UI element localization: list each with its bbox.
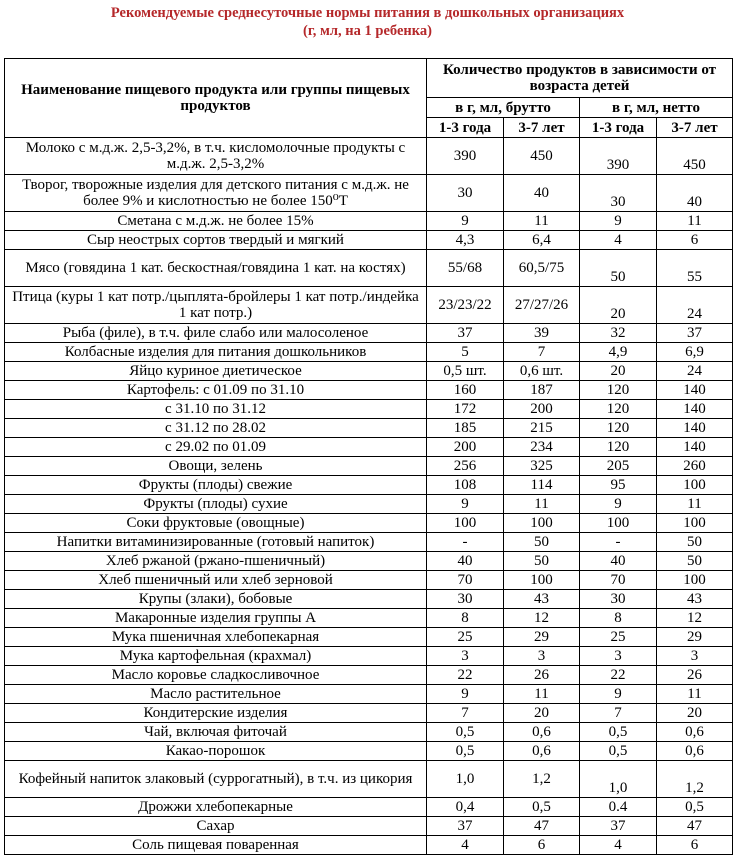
- table-row: [5, 628, 733, 647]
- netto-3-7-cell: 11: [657, 685, 733, 704]
- brutto-1-3-cell: 40: [427, 552, 504, 571]
- netto-1-3-cell: 50: [580, 250, 657, 287]
- header-brutto: в г, мл, брутто: [427, 98, 580, 118]
- product-name-cell: Молоко с м.д.ж. 2,5-3,2%, в т.ч. кисломолочные продукты с м.д.ж. 2,5-3,2%: [5, 138, 427, 175]
- netto-3-7-cell: 29: [657, 628, 733, 647]
- netto-1-3-cell: 22: [580, 666, 657, 685]
- product-name-cell: Масло коровье сладкосливочное: [5, 666, 427, 685]
- netto-1-3-cell: 32: [580, 324, 657, 343]
- netto-1-3-cell: 205: [580, 457, 657, 476]
- brutto-1-3-cell: 25: [427, 628, 504, 647]
- product-name-cell: Мука картофельная (крахмал): [5, 647, 427, 666]
- header-netto: в г, мл, нетто: [580, 98, 733, 118]
- netto-1-3-cell: 37: [580, 817, 657, 836]
- netto-3-7-cell: 43: [657, 590, 733, 609]
- product-name-cell: Кондитерские изделия: [5, 704, 427, 723]
- product-name-cell: Какао-порошок: [5, 742, 427, 761]
- product-name-cell: Сыр неострых сортов твердый и мягкий: [5, 231, 427, 250]
- netto-3-7-cell: 0,6: [657, 723, 733, 742]
- brutto-3-7-cell: 40: [504, 175, 580, 212]
- table-row: [5, 761, 733, 798]
- netto-1-3-cell: 40: [580, 552, 657, 571]
- table-row: [5, 362, 733, 381]
- netto-3-7-cell: 11: [657, 212, 733, 231]
- netto-1-3-cell: 30: [580, 175, 657, 212]
- brutto-3-7-cell: 0,6: [504, 723, 580, 742]
- table-row: [5, 175, 733, 212]
- table-row: [5, 250, 733, 287]
- brutto-1-3-cell: 256: [427, 457, 504, 476]
- product-name-cell: Колбасные изделия для питания дошкольников: [5, 343, 427, 362]
- netto-1-3-cell: -: [580, 533, 657, 552]
- table-row: [5, 231, 733, 250]
- netto-3-7-cell: 37: [657, 324, 733, 343]
- netto-3-7-cell: 260: [657, 457, 733, 476]
- netto-3-7-cell: 24: [657, 287, 733, 324]
- brutto-1-3-cell: 30: [427, 175, 504, 212]
- netto-1-3-cell: 100: [580, 514, 657, 533]
- header-quantity-group: Количество продуктов в зависимости от возраста детей: [427, 59, 733, 98]
- product-name-cell: Дрожжи хлебопекарные: [5, 798, 427, 817]
- table-row: [5, 704, 733, 723]
- brutto-1-3-cell: 7: [427, 704, 504, 723]
- brutto-1-3-cell: 9: [427, 685, 504, 704]
- brutto-1-3-cell: 390: [427, 138, 504, 175]
- brutto-3-7-cell: 50: [504, 552, 580, 571]
- table-row: [5, 742, 733, 761]
- netto-1-3-cell: 7: [580, 704, 657, 723]
- brutto-3-7-cell: 187: [504, 381, 580, 400]
- brutto-3-7-cell: 43: [504, 590, 580, 609]
- table-row: [5, 590, 733, 609]
- netto-1-3-cell: 3: [580, 647, 657, 666]
- netto-3-7-cell: 6: [657, 231, 733, 250]
- brutto-1-3-cell: 70: [427, 571, 504, 590]
- netto-1-3-cell: 9: [580, 685, 657, 704]
- netto-3-7-cell: 0,5: [657, 798, 733, 817]
- brutto-1-3-cell: 4,3: [427, 231, 504, 250]
- table-row: [5, 438, 733, 457]
- brutto-1-3-cell: 8: [427, 609, 504, 628]
- netto-1-3-cell: 0,5: [580, 723, 657, 742]
- brutto-3-7-cell: 11: [504, 212, 580, 231]
- table-row: [5, 381, 733, 400]
- brutto-3-7-cell: 12: [504, 609, 580, 628]
- table-row: [5, 324, 733, 343]
- brutto-1-3-cell: 37: [427, 817, 504, 836]
- netto-1-3-cell: 4: [580, 836, 657, 855]
- netto-3-7-cell: 100: [657, 571, 733, 590]
- product-name-cell: Фрукты (плоды) сухие: [5, 495, 427, 514]
- brutto-3-7-cell: 325: [504, 457, 580, 476]
- brutto-1-3-cell: 108: [427, 476, 504, 495]
- netto-1-3-cell: 120: [580, 400, 657, 419]
- netto-3-7-cell: 140: [657, 400, 733, 419]
- netto-3-7-cell: 6,9: [657, 343, 733, 362]
- table-header: [5, 59, 733, 138]
- product-name-cell: Овощи, зелень: [5, 457, 427, 476]
- brutto-3-7-cell: 11: [504, 495, 580, 514]
- brutto-3-7-cell: 60,5/75: [504, 250, 580, 287]
- brutto-3-7-cell: 47: [504, 817, 580, 836]
- product-name-cell: Фрукты (плоды) свежие: [5, 476, 427, 495]
- netto-3-7-cell: 140: [657, 438, 733, 457]
- brutto-3-7-cell: 234: [504, 438, 580, 457]
- brutto-3-7-cell: 100: [504, 514, 580, 533]
- table-row: [5, 419, 733, 438]
- brutto-1-3-cell: 100: [427, 514, 504, 533]
- netto-1-3-cell: 9: [580, 495, 657, 514]
- netto-3-7-cell: 50: [657, 552, 733, 571]
- brutto-3-7-cell: 1,2: [504, 761, 580, 798]
- brutto-3-7-cell: 0,6: [504, 742, 580, 761]
- netto-3-7-cell: 100: [657, 514, 733, 533]
- brutto-1-3-cell: 23/23/22: [427, 287, 504, 324]
- table-row: [5, 836, 733, 855]
- product-name-cell: Кофейный напиток злаковый (суррогатный), в т.ч. из цикория: [5, 761, 427, 798]
- brutto-3-7-cell: 100: [504, 571, 580, 590]
- document-title: [0, 4, 735, 40]
- brutto-1-3-cell: 4: [427, 836, 504, 855]
- header-netto-age-3-7: 3-7 лет: [657, 118, 733, 138]
- table-row: [5, 666, 733, 685]
- brutto-1-3-cell: 55/68: [427, 250, 504, 287]
- brutto-1-3-cell: 30: [427, 590, 504, 609]
- netto-3-7-cell: 26: [657, 666, 733, 685]
- netto-3-7-cell: 6: [657, 836, 733, 855]
- table-row: [5, 533, 733, 552]
- netto-1-3-cell: 70: [580, 571, 657, 590]
- title-line-2: (г, мл, на 1 ребенка): [303, 23, 432, 39]
- netto-3-7-cell: 100: [657, 476, 733, 495]
- netto-1-3-cell: 120: [580, 419, 657, 438]
- table-row: [5, 798, 733, 817]
- brutto-1-3-cell: -: [427, 533, 504, 552]
- brutto-3-7-cell: 39: [504, 324, 580, 343]
- netto-3-7-cell: 0,6: [657, 742, 733, 761]
- brutto-1-3-cell: 185: [427, 419, 504, 438]
- netto-3-7-cell: 140: [657, 381, 733, 400]
- table-row: [5, 552, 733, 571]
- netto-3-7-cell: 3: [657, 647, 733, 666]
- product-name-cell: Рыба (филе), в т.ч. филе слабо или малосоленое: [5, 324, 427, 343]
- product-name-cell: Картофель: с 01.09 по 31.10: [5, 381, 427, 400]
- brutto-1-3-cell: 37: [427, 324, 504, 343]
- brutto-1-3-cell: 1,0: [427, 761, 504, 798]
- netto-1-3-cell: 390: [580, 138, 657, 175]
- table-row: [5, 514, 733, 533]
- brutto-3-7-cell: 114: [504, 476, 580, 495]
- product-name-cell: Макаронные изделия группы А: [5, 609, 427, 628]
- netto-1-3-cell: 30: [580, 590, 657, 609]
- product-name-cell: Творог, творожные изделия для детского питания с м.д.ж. не более 9% и кислотностью не более 150⁰Т: [5, 175, 427, 212]
- netto-3-7-cell: 47: [657, 817, 733, 836]
- table-row: [5, 287, 733, 324]
- header-netto-age-1-3: 1-3 года: [580, 118, 657, 138]
- brutto-3-7-cell: 0,6 шт.: [504, 362, 580, 381]
- netto-1-3-cell: 1,0: [580, 761, 657, 798]
- table-row: [5, 476, 733, 495]
- netto-3-7-cell: 450: [657, 138, 733, 175]
- product-name-cell: Соки фруктовые (овощные): [5, 514, 427, 533]
- netto-1-3-cell: 120: [580, 381, 657, 400]
- product-name-cell: Мука пшеничная хлебопекарная: [5, 628, 427, 647]
- brutto-1-3-cell: 200: [427, 438, 504, 457]
- netto-1-3-cell: 25: [580, 628, 657, 647]
- netto-3-7-cell: 12: [657, 609, 733, 628]
- table-row: [5, 647, 733, 666]
- table-row: [5, 817, 733, 836]
- netto-3-7-cell: 50: [657, 533, 733, 552]
- netto-1-3-cell: 120: [580, 438, 657, 457]
- brutto-1-3-cell: 160: [427, 381, 504, 400]
- netto-1-3-cell: 95: [580, 476, 657, 495]
- table-row: [5, 400, 733, 419]
- product-name-cell: Сахар: [5, 817, 427, 836]
- brutto-1-3-cell: 172: [427, 400, 504, 419]
- netto-1-3-cell: 4: [580, 231, 657, 250]
- table-row: [5, 685, 733, 704]
- netto-3-7-cell: 40: [657, 175, 733, 212]
- product-name-cell: с 31.10 по 31.12: [5, 400, 427, 419]
- product-name-cell: Сметана с м.д.ж. не более 15%: [5, 212, 427, 231]
- table-row: [5, 212, 733, 231]
- netto-1-3-cell: 20: [580, 362, 657, 381]
- product-name-cell: Хлеб ржаной (ржано-пшеничный): [5, 552, 427, 571]
- netto-3-7-cell: 24: [657, 362, 733, 381]
- brutto-3-7-cell: 3: [504, 647, 580, 666]
- product-name-cell: Масло растительное: [5, 685, 427, 704]
- product-name-cell: Крупы (злаки), бобовые: [5, 590, 427, 609]
- brutto-1-3-cell: 9: [427, 495, 504, 514]
- netto-1-3-cell: 9: [580, 212, 657, 231]
- brutto-1-3-cell: 0,5: [427, 723, 504, 742]
- brutto-3-7-cell: 6,4: [504, 231, 580, 250]
- product-name-cell: Птица (куры 1 кат потр./цыплята-бройлеры 1 кат потр./индейка 1 кат потр.): [5, 287, 427, 324]
- brutto-1-3-cell: 22: [427, 666, 504, 685]
- product-name-cell: Хлеб пшеничный или хлеб зерновой: [5, 571, 427, 590]
- brutto-1-3-cell: 9: [427, 212, 504, 231]
- brutto-3-7-cell: 20: [504, 704, 580, 723]
- nutrition-norms-table: [4, 58, 733, 855]
- netto-3-7-cell: 55: [657, 250, 733, 287]
- brutto-1-3-cell: 5: [427, 343, 504, 362]
- brutto-3-7-cell: 11: [504, 685, 580, 704]
- brutto-3-7-cell: 6: [504, 836, 580, 855]
- table-row: [5, 571, 733, 590]
- brutto-1-3-cell: 0,4: [427, 798, 504, 817]
- table-row: [5, 495, 733, 514]
- header-brutto-age-3-7: 3-7 лет: [504, 118, 580, 138]
- brutto-3-7-cell: 29: [504, 628, 580, 647]
- netto-3-7-cell: 1,2: [657, 761, 733, 798]
- netto-1-3-cell: 4,9: [580, 343, 657, 362]
- table-row: [5, 723, 733, 742]
- table-row: [5, 609, 733, 628]
- brutto-3-7-cell: 200: [504, 400, 580, 419]
- product-name-cell: с 31.12 по 28.02: [5, 419, 427, 438]
- product-name-cell: с 29.02 по 01.09: [5, 438, 427, 457]
- brutto-3-7-cell: 26: [504, 666, 580, 685]
- brutto-3-7-cell: 0,5: [504, 798, 580, 817]
- brutto-3-7-cell: 215: [504, 419, 580, 438]
- brutto-3-7-cell: 450: [504, 138, 580, 175]
- netto-3-7-cell: 140: [657, 419, 733, 438]
- product-name-cell: Яйцо куриное диетическое: [5, 362, 427, 381]
- brutto-1-3-cell: 3: [427, 647, 504, 666]
- brutto-3-7-cell: 50: [504, 533, 580, 552]
- table-row: [5, 343, 733, 362]
- netto-1-3-cell: 0,5: [580, 742, 657, 761]
- netto-3-7-cell: 11: [657, 495, 733, 514]
- product-name-cell: Чай, включая фиточай: [5, 723, 427, 742]
- product-name-cell: Напитки витаминизированные (готовый напиток): [5, 533, 427, 552]
- title-line-1: Рекомендуемые среднесуточные нормы питания в дошкольных организациях: [110, 5, 625, 21]
- brutto-3-7-cell: 7: [504, 343, 580, 362]
- brutto-1-3-cell: 0,5: [427, 742, 504, 761]
- header-brutto-age-1-3: 1-3 года: [427, 118, 504, 138]
- table-row: [5, 138, 733, 175]
- netto-1-3-cell: 20: [580, 287, 657, 324]
- netto-3-7-cell: 20: [657, 704, 733, 723]
- brutto-1-3-cell: 0,5 шт.: [427, 362, 504, 381]
- product-name-cell: Мясо (говядина 1 кат. бескостная/говядина 1 кат. на костях): [5, 250, 427, 287]
- netto-1-3-cell: 8: [580, 609, 657, 628]
- header-product-name: Наименование пищевого продукта или группы пищевых продуктов: [5, 59, 427, 138]
- brutto-3-7-cell: 27/27/26: [504, 287, 580, 324]
- table-row: [5, 457, 733, 476]
- table-body: [5, 138, 733, 855]
- netto-1-3-cell: 0.4: [580, 798, 657, 817]
- product-name-cell: Соль пищевая поваренная: [5, 836, 427, 855]
